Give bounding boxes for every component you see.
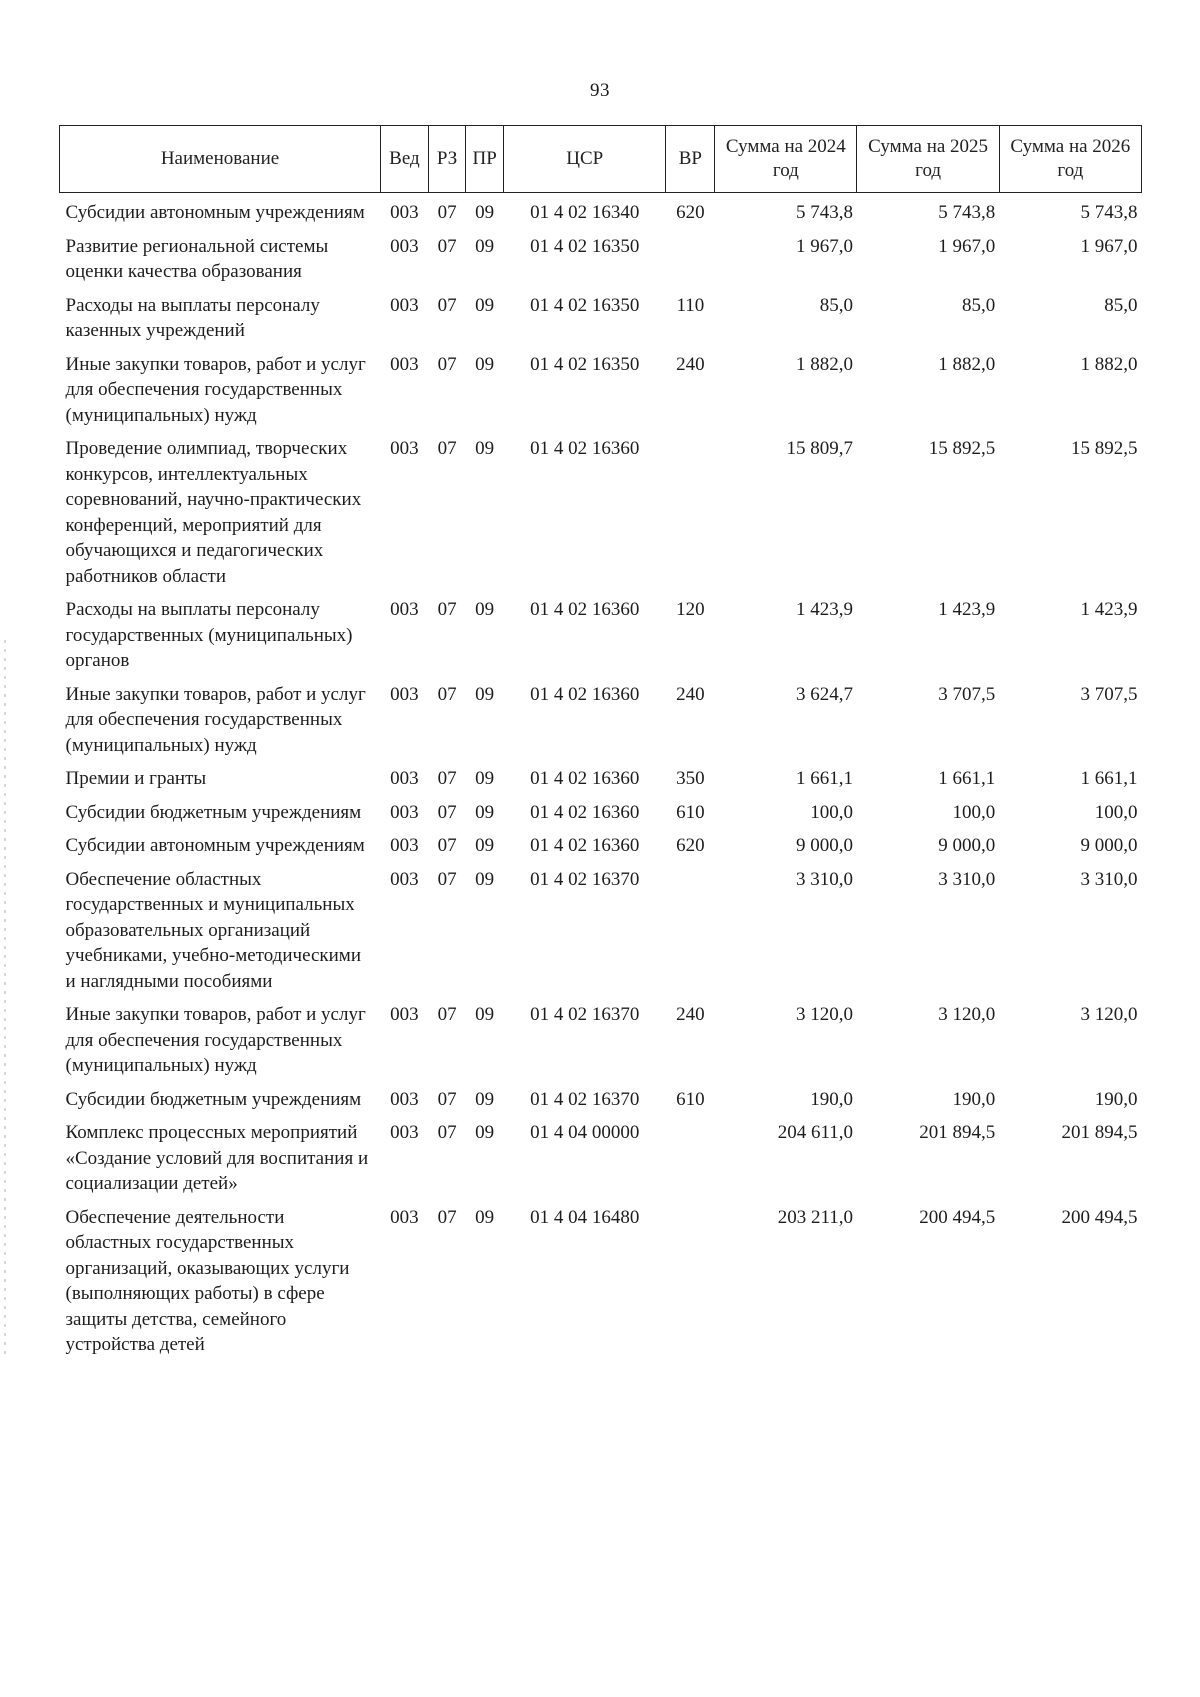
budget-table [59, 125, 1142, 1366]
row-pr: 09 [475, 1088, 495, 1110]
row-pr: 09 [475, 353, 495, 375]
row-vr: 350 [676, 768, 705, 789]
table-row [60, 352, 1142, 437]
row-pr: 09 [475, 768, 495, 789]
row-rz: 07 [437, 868, 457, 890]
row-name: Субсидии автономным учреждениям [65, 202, 365, 223]
row-vr: 620 [676, 202, 705, 223]
header-name: Наименование [60, 126, 381, 193]
table-row [60, 436, 1142, 597]
row-csr: 01 4 02 16350 [530, 353, 640, 375]
row-vr: 620 [676, 835, 705, 856]
row-name: Субсидии автономным учреждениям [65, 835, 365, 856]
row-name: Иные закупки товаров, работ и услуг для обеспечения государственных (муниципальных) нужд [65, 353, 366, 426]
table-row [60, 597, 1142, 682]
row-name: Расходы на выплаты персоналу казенных учреждений [65, 294, 320, 341]
row-csr: 01 4 02 16370 [530, 868, 640, 890]
table-row [60, 833, 1142, 867]
row-csr: 01 4 04 00000 [530, 1122, 640, 1143]
row-ved: 003 [390, 1206, 419, 1228]
row-ved: 003 [390, 1122, 419, 1143]
row-rz: 07 [437, 768, 457, 789]
row-rz: 07 [437, 202, 457, 223]
row-sum-2025: 85,0 [961, 294, 996, 316]
row-rz: 07 [437, 1088, 457, 1110]
row-csr: 01 4 02 16370 [530, 1004, 640, 1025]
row-sum-2025: 3 120,0 [938, 1004, 996, 1025]
row-sum-2024: 9 000,0 [795, 835, 853, 856]
table-row [60, 1120, 1142, 1205]
row-rz: 07 [437, 353, 457, 375]
row-sum-2025: 201 894,5 [919, 1122, 996, 1143]
row-sum-2026: 1 661,1 [1080, 768, 1138, 789]
row-rz: 07 [437, 1004, 457, 1025]
row-csr: 01 4 04 16480 [530, 1206, 640, 1228]
row-sum-2026: 1 882,0 [1080, 353, 1138, 375]
row-sum-2026: 1 967,0 [1080, 235, 1138, 257]
row-sum-2025: 9 000,0 [938, 835, 996, 856]
row-sum-2025: 1 661,1 [938, 768, 996, 789]
table-header-row [60, 126, 1142, 193]
scan-edge-artifact [4, 640, 6, 1360]
row-sum-2024: 15 809,7 [786, 438, 853, 459]
row-name: Обеспечение деятельности областных государственных организаций, оказывающих услуги (выполняющих работы) в сфере защиты детства, семейного устройства детей [65, 1206, 350, 1355]
row-name: Иные закупки товаров, работ и услуг для обеспечения государственных (муниципальных) нужд [65, 683, 366, 756]
table-row [60, 1087, 1142, 1121]
row-pr: 09 [475, 438, 495, 459]
row-rz: 07 [437, 599, 457, 620]
row-rz: 07 [437, 1206, 457, 1228]
row-sum-2025: 3 310,0 [938, 868, 996, 890]
row-ved: 003 [390, 438, 419, 459]
table-row [60, 234, 1142, 293]
row-name: Расходы на выплаты персоналу государственных (муниципальных) органов [65, 599, 353, 671]
row-csr: 01 4 02 16360 [530, 599, 640, 620]
row-rz: 07 [437, 683, 457, 705]
row-sum-2025: 200 494,5 [919, 1206, 996, 1228]
row-name: Комплекс процессных мероприятий «Создание условий для воспитания и социализации детей» [65, 1122, 369, 1194]
table-row [60, 1002, 1142, 1087]
table-row [60, 867, 1142, 1003]
row-pr: 09 [475, 599, 495, 620]
table-row [60, 682, 1142, 767]
row-sum-2024: 100,0 [810, 801, 853, 823]
row-ved: 003 [390, 835, 419, 856]
row-pr: 09 [475, 202, 495, 223]
row-rz: 07 [437, 294, 457, 316]
row-sum-2024: 3 624,7 [795, 683, 853, 705]
row-sum-2026: 200 494,5 [1061, 1206, 1138, 1228]
table-row [60, 1205, 1142, 1366]
row-ved: 003 [390, 202, 419, 223]
row-sum-2026: 1 423,9 [1080, 599, 1138, 620]
row-csr: 01 4 02 16360 [530, 801, 640, 823]
row-sum-2026: 5 743,8 [1080, 202, 1138, 223]
row-name: Премии и гранты [65, 768, 207, 789]
row-name: Развитие региональной системы оценки качества образования [65, 235, 329, 282]
row-pr: 09 [475, 868, 495, 890]
row-vr: 240 [676, 683, 705, 705]
row-rz: 07 [437, 235, 457, 257]
row-name: Субсидии бюджетным учреждениям [65, 801, 362, 823]
row-sum-2024: 1 967,0 [795, 235, 853, 257]
table-row [60, 800, 1142, 834]
row-csr: 01 4 02 16350 [530, 294, 640, 316]
row-rz: 07 [437, 835, 457, 856]
row-csr: 01 4 02 16360 [530, 438, 640, 459]
row-sum-2025: 15 892,5 [928, 438, 996, 459]
table-row [60, 193, 1142, 234]
row-pr: 09 [475, 1122, 495, 1143]
table-row [60, 293, 1142, 352]
row-pr: 09 [475, 835, 495, 856]
row-vr: 240 [676, 353, 705, 375]
header-ved: Вед [381, 126, 429, 193]
row-name: Иные закупки товаров, работ и услуг для обеспечения государственных (муниципальных) нужд [65, 1004, 366, 1076]
row-sum-2025: 100,0 [952, 801, 996, 823]
row-sum-2026: 9 000,0 [1080, 835, 1138, 856]
row-sum-2025: 190,0 [952, 1088, 996, 1110]
row-sum-2024: 1 882,0 [795, 353, 853, 375]
row-sum-2024: 85,0 [819, 294, 853, 316]
row-sum-2025: 1 882,0 [938, 353, 996, 375]
row-sum-2024: 3 310,0 [795, 868, 853, 890]
header-sum-2026: Сумма на 2026 год [999, 126, 1141, 193]
row-pr: 09 [475, 235, 495, 257]
row-ved: 003 [390, 768, 419, 789]
row-vr: 240 [676, 1004, 705, 1025]
header-pr: ПР [466, 126, 504, 193]
row-pr: 09 [475, 294, 495, 316]
row-ved: 003 [390, 235, 419, 257]
row-ved: 003 [390, 294, 419, 316]
row-sum-2026: 190,0 [1094, 1088, 1138, 1110]
row-sum-2026: 3 120,0 [1080, 1004, 1138, 1025]
row-vr: 110 [676, 294, 705, 316]
row-ved: 003 [390, 683, 419, 705]
table-body [60, 193, 1142, 1366]
row-ved: 003 [390, 599, 419, 620]
row-sum-2025: 1 967,0 [938, 235, 996, 257]
row-ved: 003 [390, 1088, 419, 1110]
header-sum-2025: Сумма на 2025 год [857, 126, 999, 193]
row-sum-2025: 5 743,8 [938, 202, 996, 223]
row-csr: 01 4 02 16340 [530, 202, 640, 223]
row-sum-2024: 203 211,0 [777, 1206, 853, 1228]
row-ved: 003 [390, 868, 419, 890]
row-pr: 09 [475, 1004, 495, 1025]
row-vr: 610 [676, 1088, 705, 1110]
row-ved: 003 [390, 353, 419, 375]
row-rz: 07 [437, 438, 457, 459]
row-ved: 003 [390, 801, 419, 823]
row-csr: 01 4 02 16360 [530, 683, 640, 705]
row-vr: 120 [676, 599, 705, 620]
row-csr: 01 4 02 16350 [530, 235, 640, 257]
header-sum-2024: Сумма на 2024 год [715, 126, 857, 193]
row-rz: 07 [437, 1122, 457, 1143]
row-vr: 610 [676, 801, 705, 823]
row-name: Обеспечение областных государственных и муниципальных образовательных организаций учебниками, учебно-методическими и наглядными пособиями [65, 868, 361, 992]
row-sum-2024: 190,0 [810, 1088, 853, 1110]
table-row [60, 766, 1142, 800]
row-sum-2026: 100,0 [1094, 801, 1138, 823]
row-csr: 01 4 02 16370 [530, 1088, 640, 1110]
row-sum-2026: 3 707,5 [1080, 683, 1138, 705]
row-rz: 07 [437, 801, 457, 823]
header-rz: РЗ [428, 126, 466, 193]
row-pr: 09 [475, 801, 495, 823]
row-sum-2024: 204 611,0 [777, 1122, 853, 1143]
row-sum-2025: 1 423,9 [938, 599, 996, 620]
row-ved: 003 [390, 1004, 419, 1025]
row-sum-2024: 1 423,9 [795, 599, 853, 620]
row-sum-2024: 5 743,8 [795, 202, 853, 223]
row-name: Проведение олимпиад, творческих конкурсов, интеллектуальных соревнований, научно-практических конференций, мероприятий для обучающихся и педагогических работников области [65, 438, 362, 587]
row-pr: 09 [475, 683, 495, 705]
row-sum-2026: 15 892,5 [1071, 438, 1138, 459]
row-sum-2024: 1 661,1 [795, 768, 853, 789]
row-csr: 01 4 02 16360 [530, 768, 640, 789]
row-pr: 09 [475, 1206, 495, 1228]
header-vr: ВР [666, 126, 715, 193]
row-sum-2024: 3 120,0 [795, 1004, 853, 1025]
row-name: Субсидии бюджетным учреждениям [65, 1088, 362, 1110]
row-csr: 01 4 02 16360 [530, 835, 640, 856]
row-sum-2026: 201 894,5 [1061, 1122, 1138, 1143]
header-csr: ЦСР [503, 126, 666, 193]
row-sum-2026: 3 310,0 [1080, 868, 1138, 890]
page-number: 93 [590, 80, 610, 101]
row-sum-2025: 3 707,5 [938, 683, 996, 705]
row-sum-2026: 85,0 [1104, 294, 1138, 316]
